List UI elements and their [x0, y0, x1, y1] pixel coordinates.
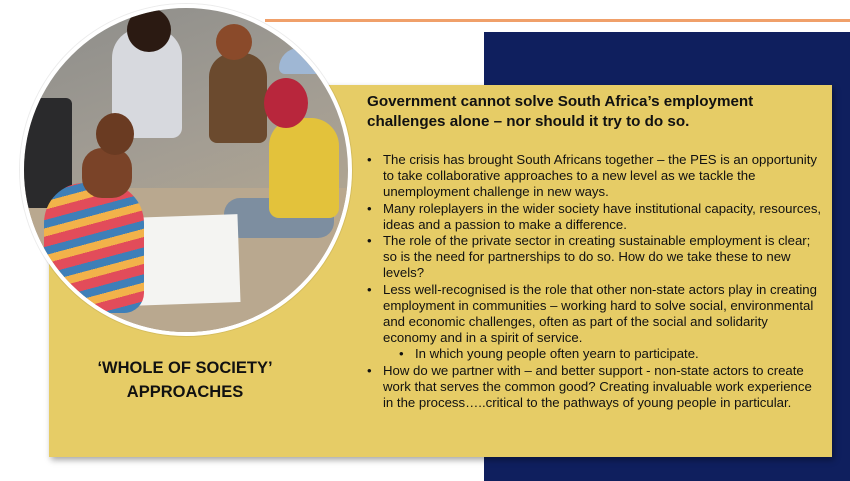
- bullet-item: • Many roleplayers in the wider society have institutional capacity, resources, ideas and a passion to make a difference.: [367, 201, 822, 233]
- photo-person-head: [96, 113, 134, 155]
- photo-person-leopard-top: [209, 53, 267, 143]
- photo-person-hat: [279, 48, 323, 74]
- photo-person-striped-dress: [44, 183, 144, 313]
- photo-person-yellow-top: [269, 118, 339, 218]
- sub-bullet-item: • In which young people often yearn to participate.: [367, 346, 822, 362]
- section-title-line: ‘WHOLE OF SOCIETY’: [97, 359, 273, 377]
- photo-person-red-hair: [264, 78, 308, 128]
- workshop-photo: [20, 4, 352, 336]
- bullet-list: [367, 152, 822, 411]
- photo-flipchart-paper: [127, 214, 240, 306]
- bullet-item: • How do we partner with – and better support - non-state actors to create work that serves the common good? Creating invaluable work experience in the process…..critical to the pathways of young people in particular.: [367, 363, 822, 412]
- section-title: [60, 356, 310, 404]
- photo-person-shoulders: [82, 148, 132, 198]
- photo-person-head: [216, 24, 252, 60]
- bullet-item: • Less well-recognised is the role that other non-state actors play in creating employment in communities – working hard to solve social, environmental and economic challenges, often as part of the social and solidarity economy and in a spirit of service.: [367, 282, 822, 347]
- slide-heading: Government cannot solve South Africa’s employment challenges alone – nor should it try to do so.: [367, 93, 754, 130]
- bullet-item: • The crisis has brought South Africans together – the PES is an opportunity to take collaborative approaches to a new level as we tackle the unemployment challenge in new ways.: [367, 152, 822, 201]
- photo-person-head: [127, 8, 171, 52]
- bullet-item: • The role of the private sector in creating sustainable employment is clear; so is the need for partnerships to do so. How do we take these to new levels?: [367, 233, 822, 282]
- top-orange-rule: [265, 19, 850, 22]
- section-title-line: APPROACHES: [126, 383, 244, 401]
